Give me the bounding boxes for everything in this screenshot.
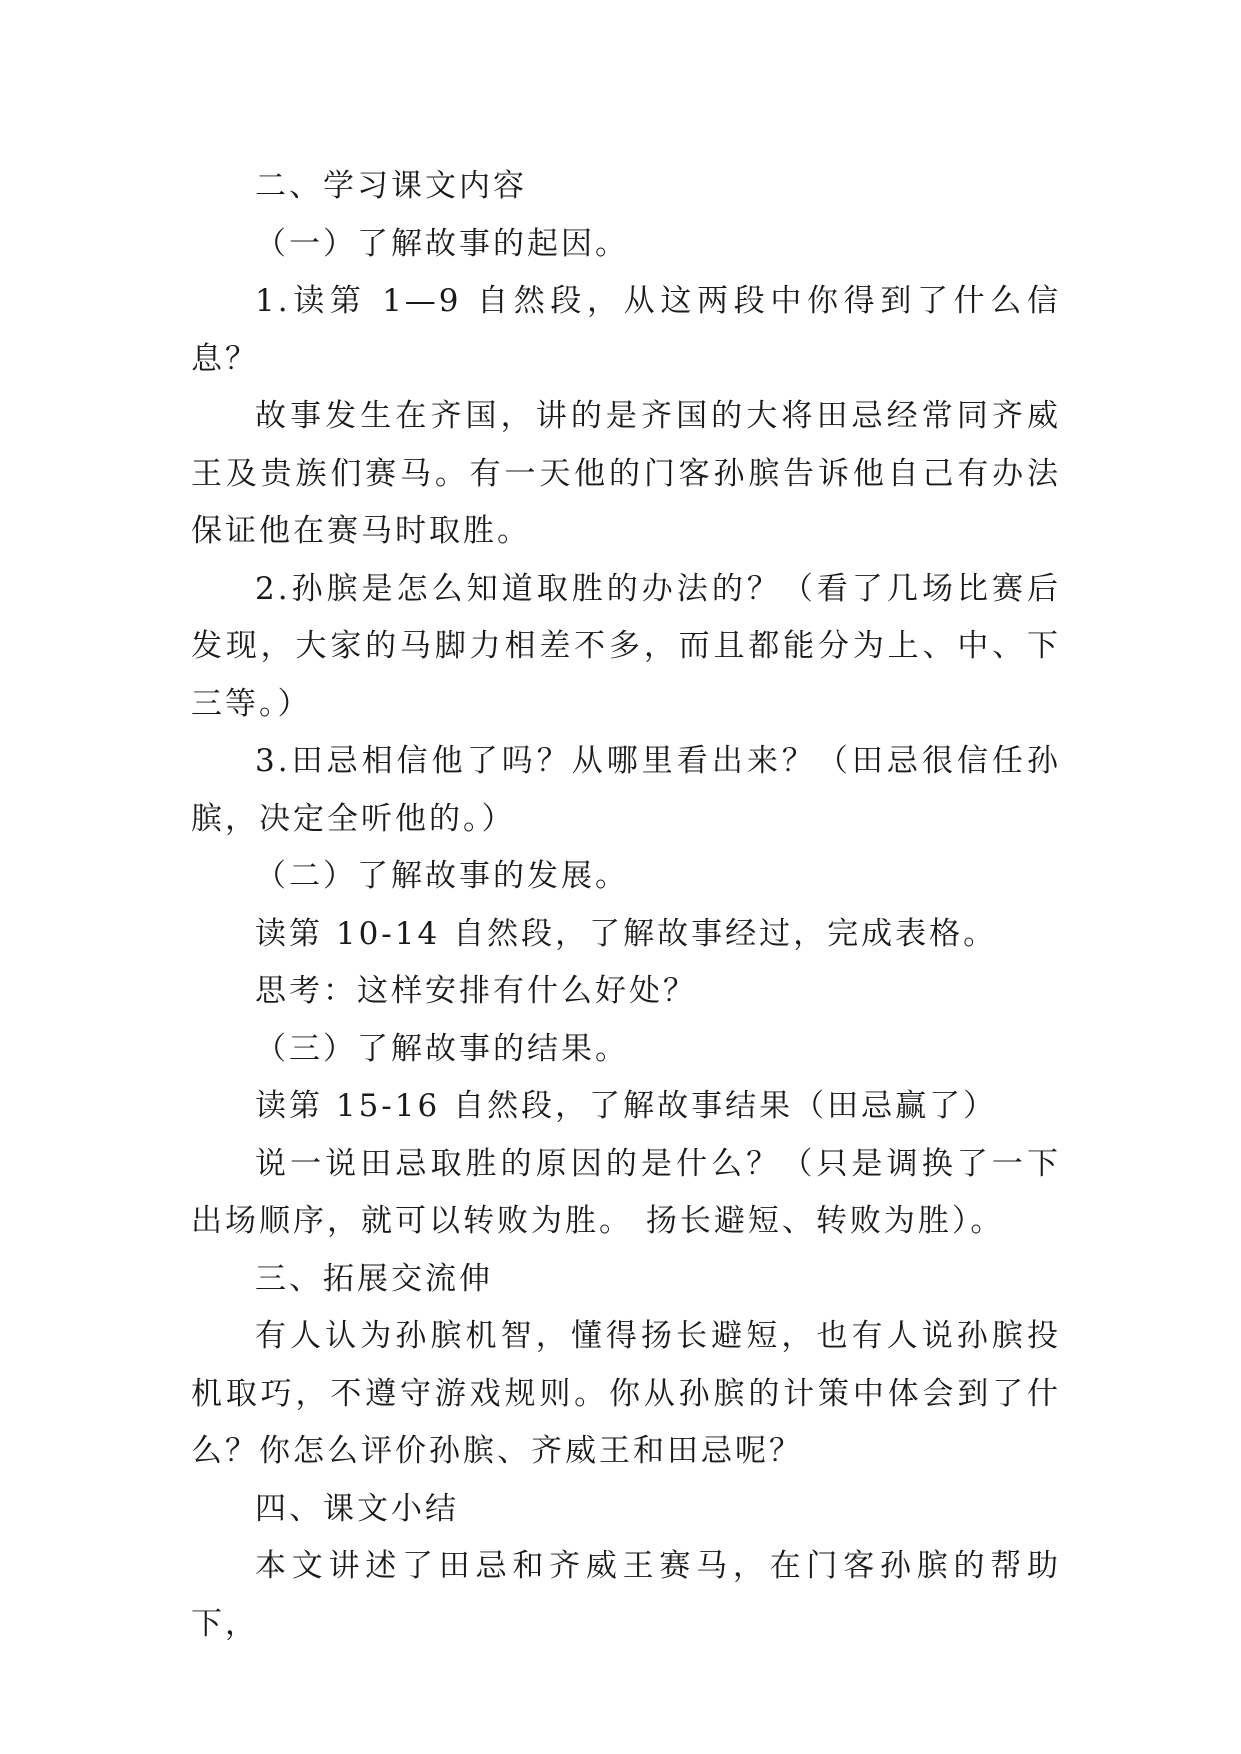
- section-heading: 三、拓展交流伸: [255, 1260, 493, 1297]
- body-paragraph: 有人认为孙膑机智，懂得扬长避短，也有人说孙膑投机取巧，不遵守游戏规则。你从孙膑的计策中体会到了什么？你怎么评价孙膑、齐威王和田忌呢？: [191, 1318, 1061, 1469]
- section-heading: 四、课文小结: [255, 1490, 459, 1527]
- subsection-heading: （一）了解故事的起因。: [255, 225, 629, 262]
- document-body: [191, 158, 1061, 1653]
- question-paragraph: 2.孙膑是怎么知道取胜的办法的？（看了几场比赛后发现，大家的马脚力相差不多，而且都能分为上、中、下三等。）: [191, 570, 1061, 722]
- body-paragraph: 本文讲述了田忌和齐威王赛马，在门客孙膑的帮助下，: [191, 1548, 1061, 1642]
- subsection-heading: （三）了解故事的结果。: [255, 1030, 629, 1067]
- subsection-heading: （二）了解故事的发展。: [255, 858, 629, 894]
- body-paragraph: 故事发生在齐国，讲的是齐国的大将田忌经常同齐威王及贵族们赛马。有一天他的门客孙膑告诉他自己有办法保证他在赛马时取胜。: [191, 398, 1061, 549]
- body-paragraph: 读第 10-14 自然段，了解故事经过，完成表格。: [255, 915, 998, 952]
- body-paragraph: 读第 15-16 自然段，了解故事结果（田忌赢了）: [255, 1088, 998, 1124]
- body-paragraph: 思考：这样安排有什么好处？: [255, 973, 697, 1009]
- section-heading: 二、学习课文内容: [255, 168, 527, 204]
- question-paragraph: 3.田忌相信他了吗？从哪里看出来？（田忌很信任孙膑，决定全听他的。）: [191, 743, 1061, 837]
- question-paragraph: 1.读第 1—9 自然段，从这两段中你得到了什么信息？: [191, 283, 1061, 377]
- body-paragraph: 说一说田忌取胜的原因的是什么？（只是调换了一下出场顺序，就可以转败为胜。 扬长避短、转败为胜）。: [191, 1145, 1061, 1239]
